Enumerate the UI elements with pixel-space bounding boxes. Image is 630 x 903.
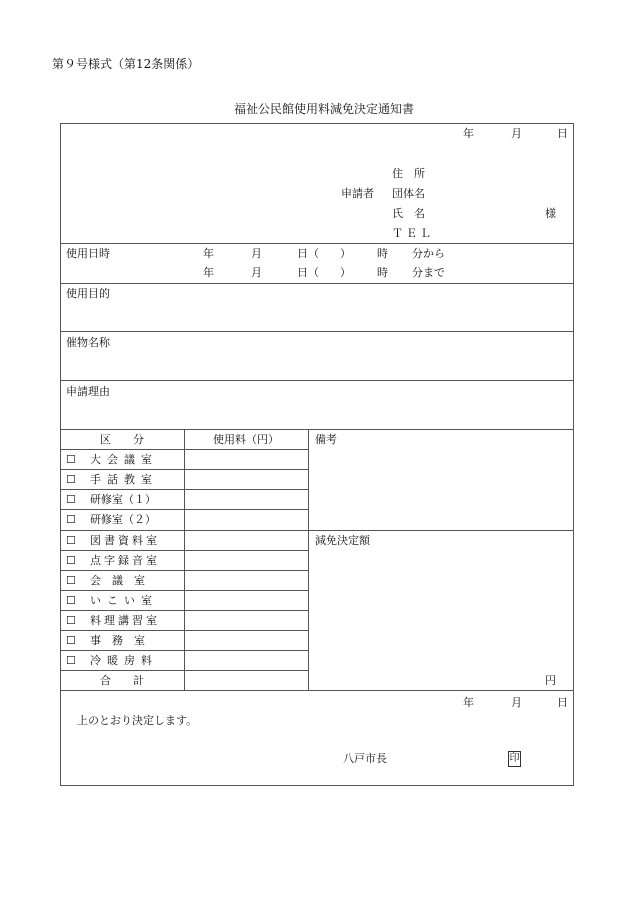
remarks-label: 備考 [315,433,337,446]
room-checkbox[interactable]: ☐ [66,453,76,466]
to-year: 年 [203,266,214,279]
room-name: 研修室（２） [90,513,156,526]
room-name: 図書資料室 [90,534,160,547]
room-checkbox[interactable]: ☐ [66,634,76,647]
room-name: 料理講習室 [90,614,160,627]
total-label: 合 計 [100,674,144,687]
applicant-label: 申請者 [341,187,374,200]
room-checkbox[interactable]: ☐ [66,554,76,567]
room-name: 事 務 室 [90,634,145,647]
address-label: 住 所 [392,167,425,180]
room-name: 大会議室 [90,453,158,466]
from-hour: 時 [377,247,388,260]
category-header: 区 分 [100,433,144,446]
usage-datetime-label: 使用日時 [66,247,110,260]
honorific: 様 [545,207,556,220]
to-weekday-close: ） [340,266,351,279]
room-checkbox[interactable]: ☐ [66,594,76,607]
to-minute: 分まで [412,266,445,279]
decision-text: 上のとおり決定します。 [77,714,198,727]
from-year: 年 [203,247,214,260]
decision-month: 月 [511,696,522,709]
event-name-label: 催物名称 [66,336,110,349]
room-name: 手話教室 [90,473,158,486]
date-year: 年 [463,127,474,140]
room-checkbox[interactable]: ☐ [66,493,76,506]
date-month: 月 [511,127,522,140]
to-month: 月 [251,266,262,279]
room-name: 会 議 室 [90,574,145,587]
seal-mark: 印 [508,751,521,767]
group-label: 団体名 [392,187,425,200]
to-day: 日（ [297,266,319,279]
from-month: 月 [251,247,262,260]
purpose-label: 使用目的 [66,287,110,300]
from-minute: 分から [412,247,445,260]
room-name: 冷暖房料 [90,654,158,667]
room-checkbox[interactable]: ☐ [66,574,76,587]
from-day: 日（ [297,247,319,260]
room-checkbox[interactable]: ☐ [66,473,76,486]
room-name: 点字録音室 [90,554,160,567]
fee-header: 使用料（円） [213,433,279,446]
room-name: 研修室（１） [90,493,156,506]
room-checkbox[interactable]: ☐ [66,654,76,667]
to-hour: 時 [377,266,388,279]
tel-label: ＴＥＬ [392,227,434,240]
decision-day: 日 [557,696,568,709]
room-name: いこい室 [90,594,158,607]
name-label: 氏 名 [392,207,425,220]
document-title: 福祉公民館使用料減免決定通知書 [234,102,415,116]
decision-year: 年 [463,696,474,709]
form-number: 第９号様式（第12条関係） [52,57,200,71]
yen-unit: 円 [545,674,556,687]
reason-label: 申請理由 [66,385,110,398]
mayor-title: 八戸市長 [343,752,387,765]
reduction-amount-label: 減免決定額 [315,534,370,547]
from-weekday-close: ） [340,247,351,260]
room-checkbox[interactable]: ☐ [66,614,76,627]
room-checkbox[interactable]: ☐ [66,513,76,526]
date-day: 日 [557,127,568,140]
room-checkbox[interactable]: ☐ [66,534,76,547]
